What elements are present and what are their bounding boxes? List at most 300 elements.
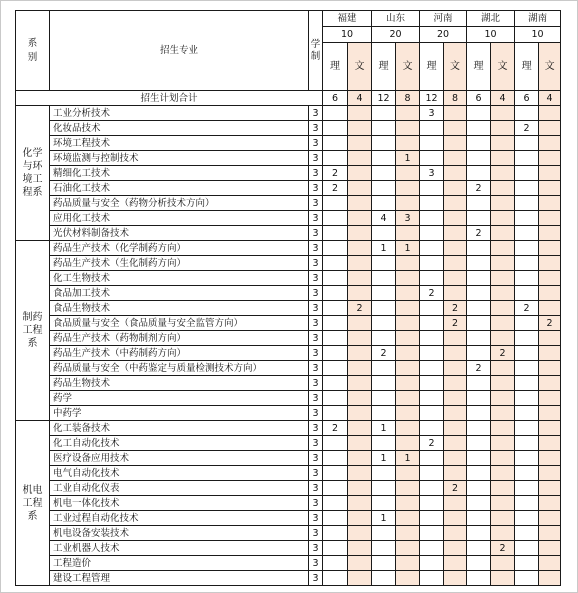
arts-col-header: 文 [539, 43, 561, 91]
major-name: 建设工程管理 [50, 571, 309, 586]
quota-cell: 2 [444, 481, 467, 496]
duration-value: 3 [309, 316, 323, 331]
duration-value: 3 [309, 256, 323, 271]
duration-value: 3 [309, 436, 323, 451]
table-row [16, 556, 561, 571]
quota-cell [539, 361, 561, 376]
quota-cell [491, 466, 515, 481]
duration-value: 3 [309, 226, 323, 241]
major-name: 化工生物技术 [50, 271, 309, 286]
quota-cell [348, 541, 372, 556]
quota-cell [372, 316, 396, 331]
duration-value: 3 [309, 106, 323, 121]
quota-cell [467, 406, 491, 421]
duration-value: 3 [309, 511, 323, 526]
quota-cell: 2 [420, 286, 444, 301]
quota-cell [444, 451, 467, 466]
quota-cell [372, 481, 396, 496]
province-quota: 20 [420, 27, 467, 43]
quota-cell [323, 406, 348, 421]
quota-cell [348, 406, 372, 421]
duration-value: 3 [309, 241, 323, 256]
quota-cell [396, 106, 420, 121]
quota-cell [444, 406, 467, 421]
quota-cell [491, 211, 515, 226]
quota-cell [323, 331, 348, 346]
quota-cell [396, 421, 420, 436]
quota-cell [515, 256, 539, 271]
duration-value: 3 [309, 466, 323, 481]
table-row [16, 376, 561, 391]
quota-cell: 2 [467, 181, 491, 196]
major-name: 电气自动化技术 [50, 466, 309, 481]
quota-cell [420, 346, 444, 361]
quota-cell [539, 301, 561, 316]
quota-cell [348, 271, 372, 286]
quota-cell [491, 226, 515, 241]
quota-cell [539, 391, 561, 406]
province-quota: 10 [515, 27, 561, 43]
quota-cell [515, 436, 539, 451]
quota-cell [515, 331, 539, 346]
province-header: 湖北 [467, 11, 515, 27]
quota-cell [539, 541, 561, 556]
total-value: 4 [491, 91, 515, 106]
quota-cell [515, 181, 539, 196]
table-row [16, 481, 561, 496]
quota-cell [348, 526, 372, 541]
quota-cell [348, 481, 372, 496]
quota-cell [467, 211, 491, 226]
quota-cell [491, 391, 515, 406]
quota-cell [444, 511, 467, 526]
quota-cell [539, 241, 561, 256]
quota-cell [420, 196, 444, 211]
quota-cell [323, 481, 348, 496]
quota-cell [348, 436, 372, 451]
quota-cell [372, 541, 396, 556]
quota-cell [467, 466, 491, 481]
quota-cell [539, 136, 561, 151]
quota-cell [420, 466, 444, 481]
quota-cell [467, 331, 491, 346]
quota-cell [467, 451, 491, 466]
quota-cell [396, 136, 420, 151]
major-name: 药品质量与安全（中药鉴定与质量检测技术方向） [50, 361, 309, 376]
major-name: 工程造价 [50, 556, 309, 571]
quota-cell [372, 271, 396, 286]
duration-value: 3 [309, 481, 323, 496]
quota-cell [396, 316, 420, 331]
quota-cell [515, 541, 539, 556]
duration-value: 3 [309, 391, 323, 406]
quota-cell: 1 [396, 151, 420, 166]
quota-cell [444, 421, 467, 436]
quota-cell [515, 151, 539, 166]
quota-cell [467, 106, 491, 121]
quota-cell [372, 121, 396, 136]
table-row [16, 496, 561, 511]
quota-cell [372, 196, 396, 211]
quota-cell [348, 451, 372, 466]
quota-cell [323, 301, 348, 316]
duration-header-label: 学制 [310, 38, 321, 62]
quota-cell [444, 496, 467, 511]
quota-cell [467, 556, 491, 571]
duration-value: 3 [309, 301, 323, 316]
quota-cell [420, 421, 444, 436]
quota-cell [444, 106, 467, 121]
duration-value: 3 [309, 211, 323, 226]
total-value: 6 [467, 91, 491, 106]
quota-cell [420, 481, 444, 496]
table-row [16, 226, 561, 241]
duration-value: 3 [309, 346, 323, 361]
quota-cell [372, 466, 396, 481]
quota-cell [515, 526, 539, 541]
quota-cell [372, 136, 396, 151]
table-row [16, 151, 561, 166]
quota-cell [467, 571, 491, 586]
quota-cell [515, 226, 539, 241]
quota-cell [491, 496, 515, 511]
quota-cell [539, 151, 561, 166]
quota-cell [348, 226, 372, 241]
quota-cell [444, 556, 467, 571]
quota-cell [539, 211, 561, 226]
quota-cell [491, 121, 515, 136]
quota-cell [491, 376, 515, 391]
table-row [16, 571, 561, 586]
table-row [16, 106, 561, 121]
quota-cell: 2 [420, 436, 444, 451]
quota-cell: 2 [348, 301, 372, 316]
quota-cell: 2 [467, 226, 491, 241]
arts-col-header: 文 [348, 43, 372, 91]
quota-cell [539, 226, 561, 241]
science-col-header: 理 [323, 43, 348, 91]
quota-cell [515, 451, 539, 466]
major-name: 药品生产技术（化学制药方向） [50, 241, 309, 256]
quota-cell: 2 [491, 346, 515, 361]
quota-cell [348, 286, 372, 301]
quota-cell [396, 301, 420, 316]
quota-cell [348, 151, 372, 166]
quota-cell [467, 481, 491, 496]
quota-cell [396, 571, 420, 586]
major-name: 机电一体化技术 [50, 496, 309, 511]
quota-cell: 2 [444, 316, 467, 331]
quota-cell [491, 421, 515, 436]
quota-cell [396, 256, 420, 271]
quota-cell: 1 [372, 511, 396, 526]
major-name: 环境监测与控制技术 [50, 151, 309, 166]
major-header: 招生专业 [50, 11, 309, 91]
table-row [16, 421, 561, 436]
quota-cell [420, 256, 444, 271]
quota-cell [539, 496, 561, 511]
total-row [16, 91, 561, 106]
quota-cell [444, 226, 467, 241]
quota-cell [323, 361, 348, 376]
quota-cell [444, 286, 467, 301]
quota-cell [372, 106, 396, 121]
quota-cell [539, 256, 561, 271]
major-name: 食品加工技术 [50, 286, 309, 301]
quota-cell [444, 241, 467, 256]
table-row [16, 541, 561, 556]
quota-cell [323, 451, 348, 466]
quota-cell [467, 316, 491, 331]
quota-cell [348, 136, 372, 151]
quota-cell [348, 256, 372, 271]
quota-cell [323, 106, 348, 121]
quota-cell [372, 556, 396, 571]
quota-cell [444, 361, 467, 376]
quota-cell [372, 331, 396, 346]
quota-cell [491, 481, 515, 496]
province-quota: 10 [323, 27, 372, 43]
quota-cell [467, 391, 491, 406]
quota-cell [515, 271, 539, 286]
quota-cell [396, 196, 420, 211]
quota-cell [372, 256, 396, 271]
duration-value: 3 [309, 286, 323, 301]
quota-cell: 2 [323, 181, 348, 196]
duration-value: 3 [309, 496, 323, 511]
quota-cell [444, 391, 467, 406]
quota-cell [396, 346, 420, 361]
quota-cell [444, 541, 467, 556]
major-name: 工业机器人技术 [50, 541, 309, 556]
quota-cell [539, 331, 561, 346]
major-name: 化妆品技术 [50, 121, 309, 136]
quota-cell [444, 166, 467, 181]
quota-cell [539, 421, 561, 436]
major-name: 环境工程技术 [50, 136, 309, 151]
quota-cell [323, 211, 348, 226]
major-name: 食品质量与安全（食品质量与安全监管方向） [50, 316, 309, 331]
quota-cell [515, 376, 539, 391]
major-name: 食品生物技术 [50, 301, 309, 316]
table-row [16, 241, 561, 256]
quota-cell [396, 376, 420, 391]
quota-cell [323, 226, 348, 241]
quota-cell [372, 526, 396, 541]
table-row [16, 526, 561, 541]
quota-cell [539, 346, 561, 361]
quota-cell: 2 [491, 541, 515, 556]
quota-cell [491, 436, 515, 451]
major-name: 医疗设备应用技术 [50, 451, 309, 466]
quota-cell [491, 526, 515, 541]
quota-cell [444, 376, 467, 391]
major-name: 化工装备技术 [50, 421, 309, 436]
science-col-header: 理 [515, 43, 539, 91]
quota-cell [323, 121, 348, 136]
quota-cell [323, 286, 348, 301]
quota-cell [348, 316, 372, 331]
quota-cell [420, 376, 444, 391]
table-row [16, 256, 561, 271]
quota-cell [467, 286, 491, 301]
dept-header-label: 系别 [27, 37, 38, 63]
duration-value: 3 [309, 151, 323, 166]
quota-cell [539, 481, 561, 496]
quota-cell [467, 271, 491, 286]
quota-cell [515, 406, 539, 421]
quota-cell [467, 241, 491, 256]
major-name: 应用化工技术 [50, 211, 309, 226]
quota-cell [420, 226, 444, 241]
quota-cell [348, 466, 372, 481]
quota-cell: 1 [372, 421, 396, 436]
quota-cell [539, 181, 561, 196]
duration-value: 3 [309, 181, 323, 196]
quota-cell [420, 121, 444, 136]
quota-cell [420, 361, 444, 376]
table-row [16, 211, 561, 226]
dept-header [16, 11, 50, 91]
table-row [16, 136, 561, 151]
quota-cell [467, 511, 491, 526]
quota-cell: 1 [372, 451, 396, 466]
quota-cell [372, 406, 396, 421]
duration-header [309, 11, 323, 91]
quota-cell [323, 526, 348, 541]
quota-cell [467, 301, 491, 316]
quota-cell [467, 421, 491, 436]
table-row [16, 286, 561, 301]
quota-cell [444, 331, 467, 346]
quota-cell [396, 391, 420, 406]
quota-cell [515, 166, 539, 181]
total-value: 8 [396, 91, 420, 106]
quota-cell [444, 196, 467, 211]
quota-cell: 1 [396, 241, 420, 256]
quota-cell [444, 136, 467, 151]
quota-cell: 3 [396, 211, 420, 226]
major-name: 化工自动化技术 [50, 436, 309, 451]
quota-cell [348, 211, 372, 226]
table-row [16, 301, 561, 316]
quota-cell [444, 466, 467, 481]
quota-cell [348, 196, 372, 211]
quota-cell [444, 121, 467, 136]
table-row [16, 121, 561, 136]
quota-cell [323, 511, 348, 526]
quota-cell [396, 436, 420, 451]
quota-cell [420, 151, 444, 166]
quota-cell: 1 [396, 451, 420, 466]
quota-cell [323, 436, 348, 451]
quota-cell [467, 151, 491, 166]
quota-cell [515, 106, 539, 121]
quota-cell [420, 541, 444, 556]
quota-cell [420, 451, 444, 466]
total-value: 4 [539, 91, 561, 106]
quota-cell [348, 181, 372, 196]
quota-cell [467, 136, 491, 151]
duration-value: 3 [309, 331, 323, 346]
duration-value: 3 [309, 376, 323, 391]
quota-cell [539, 106, 561, 121]
quota-cell [491, 556, 515, 571]
table-row [16, 466, 561, 481]
duration-value: 3 [309, 196, 323, 211]
duration-value: 3 [309, 526, 323, 541]
quota-cell [539, 166, 561, 181]
science-col-header: 理 [372, 43, 396, 91]
quota-cell [467, 256, 491, 271]
quota-cell [467, 196, 491, 211]
quota-cell [348, 391, 372, 406]
arts-col-header: 文 [396, 43, 420, 91]
quota-cell [396, 286, 420, 301]
quota-cell [467, 526, 491, 541]
quota-cell [539, 556, 561, 571]
quota-cell: 3 [420, 106, 444, 121]
table-row [16, 181, 561, 196]
quota-cell [396, 331, 420, 346]
quota-cell [396, 541, 420, 556]
major-name: 药学 [50, 391, 309, 406]
quota-cell [323, 346, 348, 361]
science-col-header: 理 [467, 43, 491, 91]
quota-cell [396, 361, 420, 376]
quota-cell [420, 301, 444, 316]
quota-cell [515, 136, 539, 151]
quota-cell [539, 286, 561, 301]
quota-cell: 2 [515, 301, 539, 316]
quota-cell [515, 361, 539, 376]
table-row [16, 361, 561, 376]
table-row [16, 271, 561, 286]
quota-cell: 3 [420, 166, 444, 181]
quota-cell [444, 526, 467, 541]
quota-cell [396, 271, 420, 286]
quota-cell: 2 [323, 166, 348, 181]
quota-cell [539, 406, 561, 421]
quota-cell [444, 151, 467, 166]
quota-cell [348, 511, 372, 526]
quota-cell [420, 316, 444, 331]
quota-cell [420, 391, 444, 406]
quota-cell [348, 421, 372, 436]
major-name: 药品生物技术 [50, 376, 309, 391]
quota-cell [348, 346, 372, 361]
province-header: 河南 [420, 11, 467, 27]
quota-cell [348, 361, 372, 376]
province-quota: 10 [467, 27, 515, 43]
total-value: 6 [323, 91, 348, 106]
major-name: 光伏材料制备技术 [50, 226, 309, 241]
quota-cell [372, 391, 396, 406]
quota-cell [323, 136, 348, 151]
quota-cell [539, 451, 561, 466]
duration-value: 3 [309, 421, 323, 436]
quota-cell [491, 301, 515, 316]
quota-cell [491, 511, 515, 526]
duration-value: 3 [309, 136, 323, 151]
major-name: 药品生产技术（中药制药方向） [50, 346, 309, 361]
major-name: 中药学 [50, 406, 309, 421]
major-name: 石油化工技术 [50, 181, 309, 196]
table-row [16, 196, 561, 211]
quota-cell [323, 376, 348, 391]
table-row [16, 316, 561, 331]
quota-cell [323, 496, 348, 511]
